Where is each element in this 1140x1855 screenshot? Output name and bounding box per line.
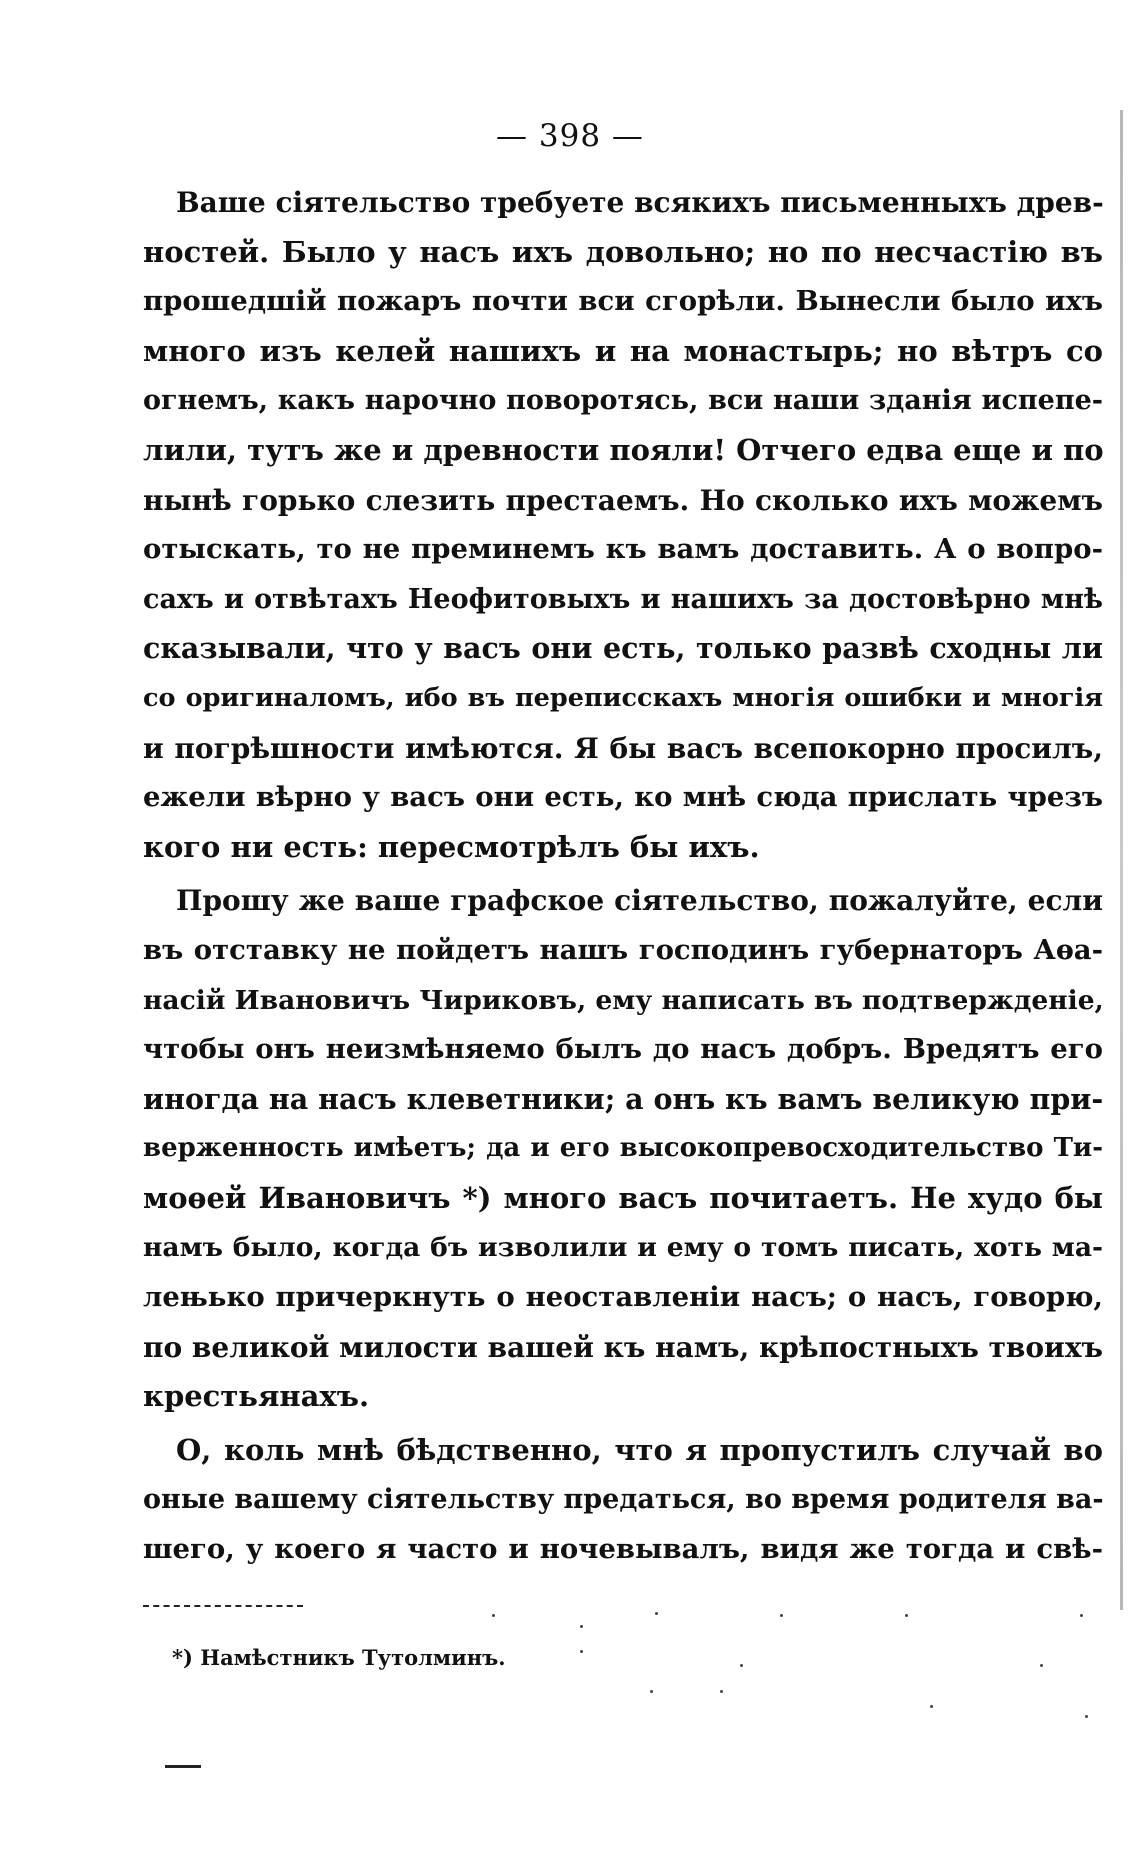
text-line: сахъ и отвѣтахъ Неофитовыхъ и нашихъ за достовѣрно мнѣ	[143, 583, 1103, 615]
text-line: лењько причеркнуть о неоставленіи насъ; о насъ, говорю,	[143, 1281, 1103, 1314]
print-speck	[580, 1650, 583, 1653]
text-line: отыскать, то не преминемъ къ вамъ доставить. А о вопро-	[143, 533, 1103, 566]
text-line: нынѣ горько слезить престаемъ. Но сколько ихъ можемъ	[143, 483, 1103, 517]
text-line: сказывали, что у васъ они есть, только развѣ сходны ли	[143, 631, 1103, 666]
text-line: крестьянахъ.	[143, 1379, 370, 1414]
text-line: кого ни есть: пересмотрѣлъ бы ихъ.	[143, 829, 760, 864]
print-speck	[492, 1614, 495, 1617]
text-line: насій Ивановичъ Чириковъ, ему написать въ подтвержденіе,	[143, 984, 1104, 1016]
print-speck	[740, 1664, 743, 1667]
text-line: оные вашему сіятельству предаться, во время родителя ва-	[143, 1484, 1104, 1516]
print-speck	[1085, 1715, 1088, 1718]
print-speck	[650, 1690, 653, 1693]
text-line: шего, у коего я часто и ночевывалъ, видя же тогда и свѣ-	[143, 1533, 1103, 1566]
text-line: намъ было, когда бъ изволили и ему о томъ писать, хоть ма-	[143, 1232, 1103, 1264]
print-speck	[1080, 1614, 1083, 1617]
text-line: Ваше сіятельство требуете всякихъ письменныхъ древ-	[176, 186, 1104, 219]
text-line: огнемъ, какъ нарочно поворотясь, вси наши зданія испепе-	[143, 385, 1103, 417]
text-line: по великой милости вашей къ намъ, крѣпостныхъ твоихъ	[143, 1330, 1103, 1364]
text-line: со оригиналомъ, ибо въ переписскахъ многія ошибки и многія	[143, 682, 1103, 713]
print-speck	[1040, 1664, 1043, 1667]
text-line: въ отставку не пойдетъ нашъ господинъ губернаторъ Аѳа-	[143, 933, 1103, 966]
print-speck	[930, 1705, 933, 1708]
text-line: прошедшій пожаръ почти вси сгорѣли. Вынесли было ихъ	[143, 285, 1103, 318]
print-speck	[655, 1612, 658, 1615]
print-speck	[905, 1614, 908, 1617]
text-line: чтобы онъ неизмѣняемо былъ до насъ добръ. Вредятъ его	[143, 1033, 1103, 1066]
footnote-separator	[143, 1605, 303, 1607]
text-line: много изъ келей нашихъ и на монастырь; но вѣтръ со	[143, 333, 1103, 368]
page-number: — 398 —	[496, 118, 644, 154]
text-line: ностей. Было у насъ ихъ довольно; но по несчастію въ	[143, 234, 1103, 269]
print-speck	[720, 1690, 723, 1693]
page-edge-shadow	[1120, 110, 1123, 1610]
text-line: моѳей Ивановичъ *) много васъ почитаетъ. Не худо бы	[143, 1180, 1103, 1215]
footnote: *) Намѣстникъ Тутолминъ.	[172, 1645, 506, 1670]
text-line: Прошу же ваше графское сіятельство, пожалуйте, если	[176, 884, 1103, 918]
body-text	[143, 178, 1103, 1575]
print-speck	[580, 1625, 583, 1628]
text-line: и погрѣшности имѣются. Я бы васъ всепокорно просилъ,	[143, 731, 1103, 765]
text-line: ежели вѣрно у васъ они есть, ко мнѣ сюда прислать чрезъ	[143, 781, 1103, 814]
text-line: О, коль мнѣ бѣдственно, что я пропустилъ случай во	[176, 1432, 1103, 1467]
text-line: иногда на насъ клеветники; а онъ къ вамъ великую при-	[143, 1081, 1104, 1116]
page-mark	[165, 1765, 201, 1768]
print-speck	[780, 1614, 783, 1617]
text-line: верженность имѣетъ; да и его высокопревосходительство Ти-	[143, 1133, 1103, 1164]
text-line: лили, тутъ же и древности пояли! Отчего едва еще и по	[143, 432, 1104, 467]
